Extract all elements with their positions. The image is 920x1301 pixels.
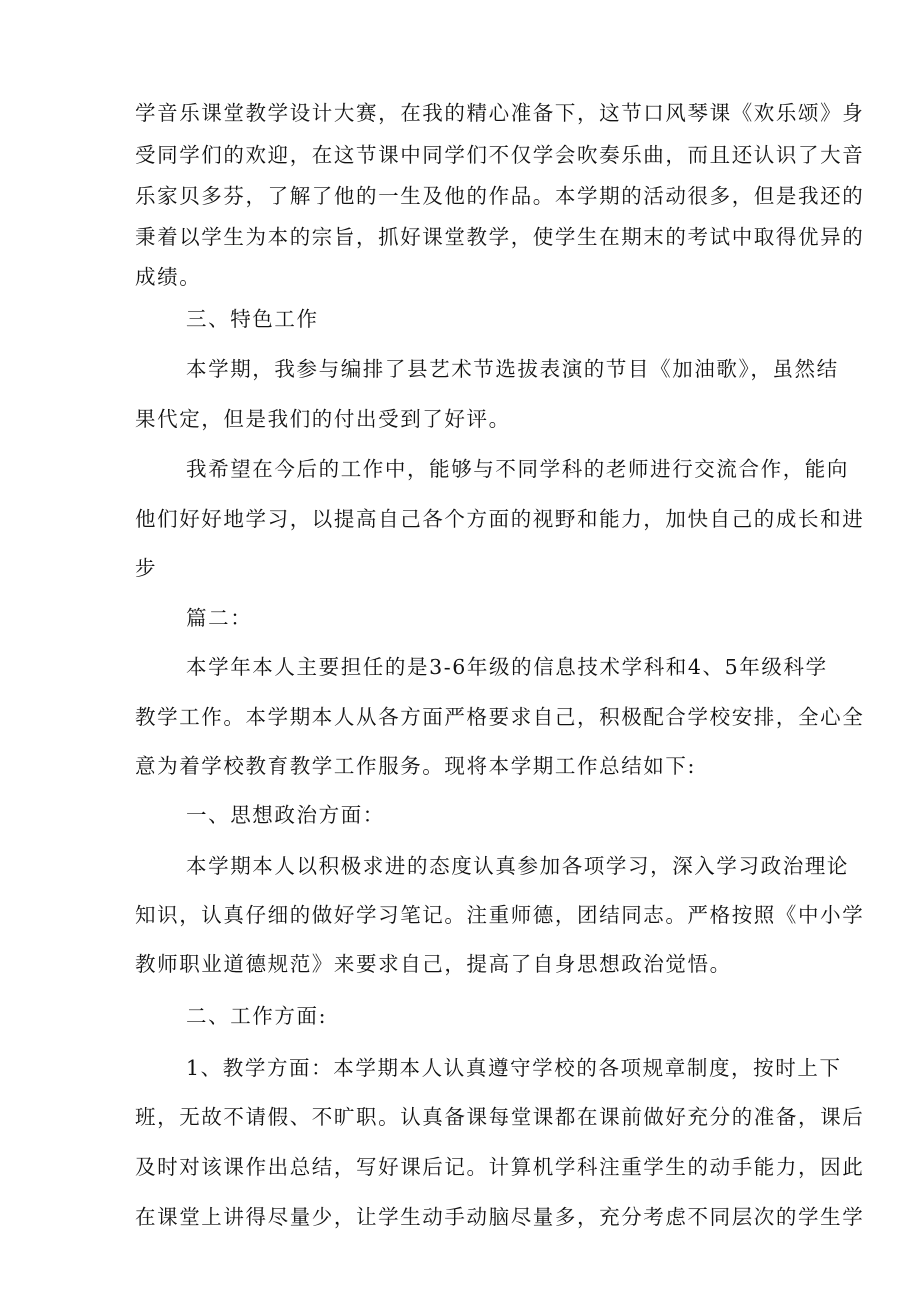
section-heading: 二、工作方面: <box>186 1004 328 1028</box>
text-line: 他们好好地学习，以提高自己各个方面的视野和能力，加快自己的成长和进 <box>135 507 865 531</box>
text-line: 教师职业道德规范》来要求自己，提高了自身思想政治觉悟。 <box>135 952 732 976</box>
text-line: 本学期，我参与编排了县艺术节选拔表演的节目《加油歌》，虽然结 <box>186 357 839 381</box>
text-line: 教学工作。本学期本人从各方面严格要求自己，积极配合学校安排，全心全 <box>135 705 865 729</box>
text-line: 我希望在今后的工作中，能够与不同学科的老师进行交流合作，能向 <box>186 457 849 481</box>
section-heading: 一、思想政治方面： <box>186 803 385 827</box>
text-line: 步 <box>135 556 158 580</box>
text-line: 本学期本人以积极求进的态度认真参加各项学习，深入学习政治理论 <box>186 854 849 878</box>
text-line: 乐家贝多芬，了解了他的一生及他的作品。本学期的活动很多，但是我还的 <box>135 184 865 208</box>
text-line: 果代定，但是我们的付出受到了好评。 <box>135 407 511 431</box>
section-heading: 三、特色工作 <box>186 307 319 331</box>
text-line: 在课堂上讲得尽量少，让学生动手动脑尽量多，充分考虑不同层次的学生学 <box>135 1205 865 1229</box>
text-line: 班，无故不请假、不旷职。认真备课每堂课都在课前做好充分的准备，课后 <box>135 1105 865 1129</box>
text-line: 秉着以学生为本的宗旨，抓好课堂教学，使学生在期末的考试中取得优异的 <box>135 225 865 249</box>
text-line: 意为着学校教育教学工作服务。现将本学期工作总结如下: <box>135 754 697 778</box>
text-line: 成绩。 <box>135 265 202 289</box>
text-line: 本学年本人主要担任的是3-6年级的信息技术学科和4、5年级科学 <box>186 655 828 679</box>
section-heading: 篇二： <box>186 606 253 630</box>
text-line: 知识，认真仔细的做好学习笔记。注重师德，团结同志。严格按照《中小学 <box>135 903 865 927</box>
text-line: 及时对该课作出总结，写好课后记。计算机学科注重学生的动手能力，因此 <box>135 1155 865 1179</box>
text-line: 1、教学方面：本学期本人认真遵守学校的各项规章制度，按时上下 <box>186 1056 842 1080</box>
text-line: 学音乐课堂教学设计大赛，在我的精心准备下，这节口风琴课《欢乐颂》身 <box>135 101 865 125</box>
text-line: 受同学们的欢迎，在这节课中同学们不仅学会吹奏乐曲，而且还认识了大音 <box>135 143 865 167</box>
